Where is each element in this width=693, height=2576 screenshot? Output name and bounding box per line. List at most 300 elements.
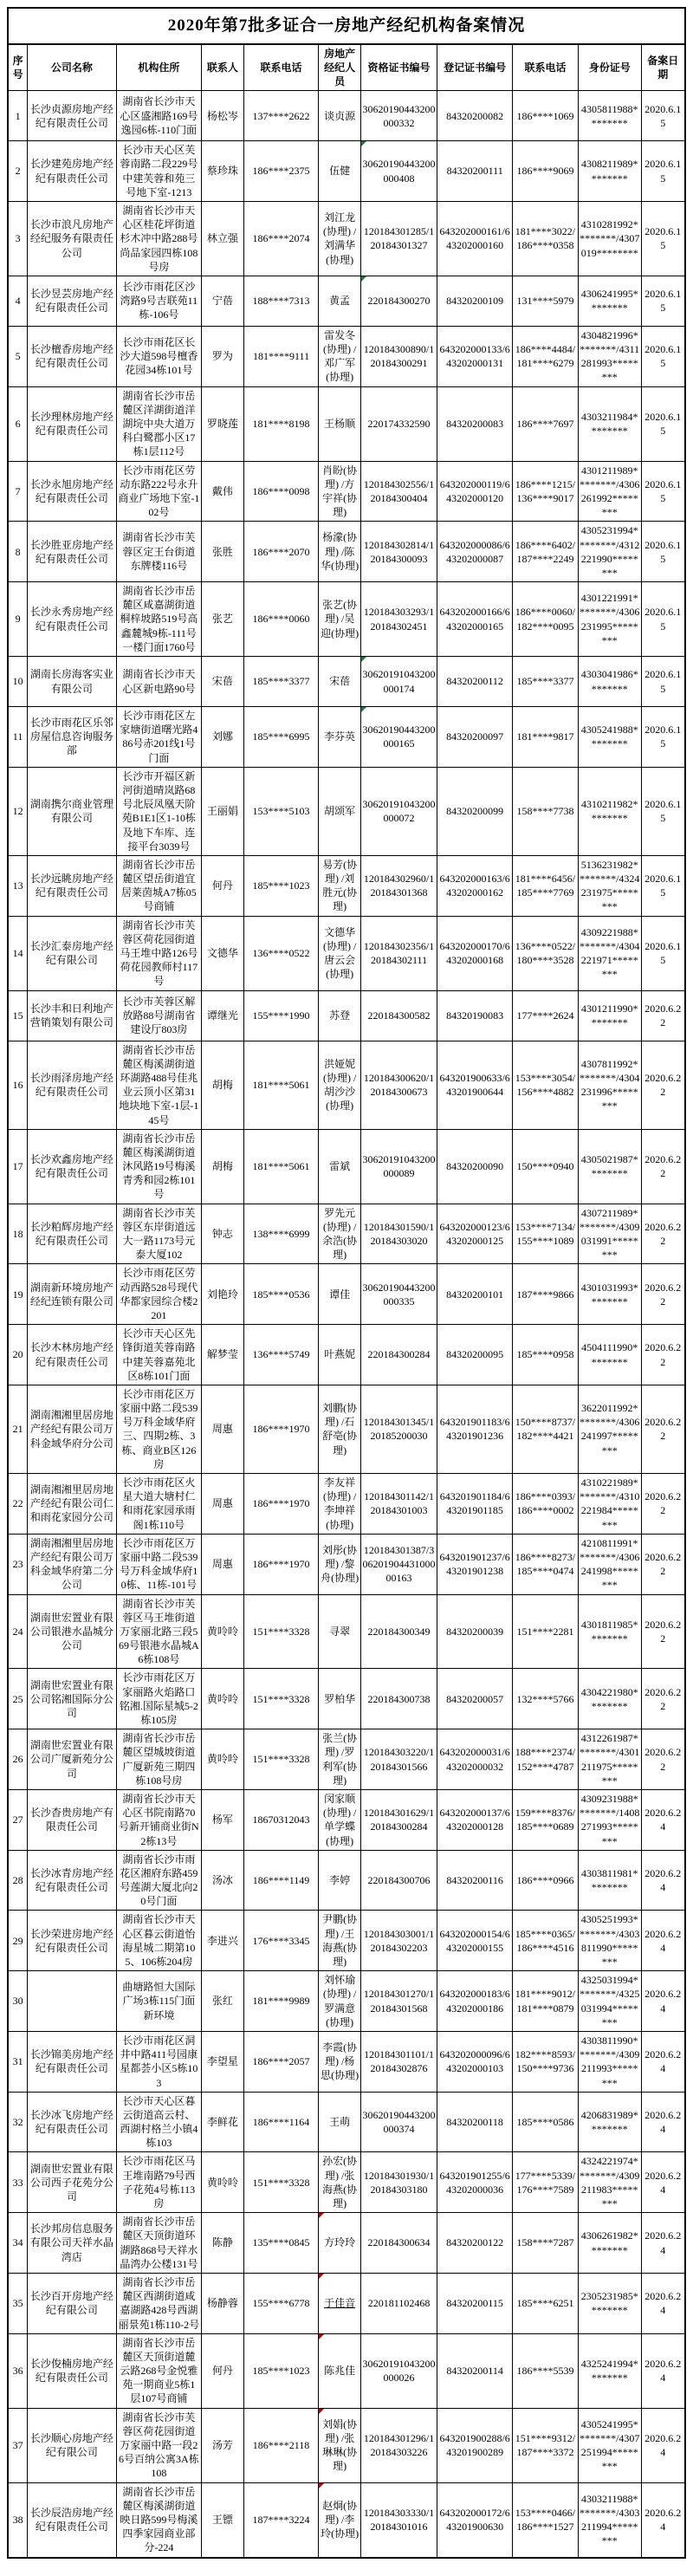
cell-contact: 胡梅 bbox=[202, 1129, 243, 1204]
column-header-company: 公司名称 bbox=[28, 44, 116, 91]
cell-company: 长沙永秀房地产经纪有限责任公司 bbox=[28, 582, 116, 657]
cell-phone: 185****0536 bbox=[243, 1264, 319, 1325]
cell-id_no: 4305231994********/4312221990******** bbox=[578, 522, 641, 582]
table-row bbox=[8, 1729, 685, 1790]
table-row bbox=[8, 2031, 685, 2092]
cell-date: 2020.6.15 bbox=[641, 767, 685, 855]
cell-address: 长沙市雨花区万家丽中路二段539号万科金域华府10栋、11栋-101号 bbox=[116, 1534, 202, 1594]
cell-broker: 雷斌 bbox=[319, 1129, 360, 1204]
cell-reg_no: 643202000119/643202000120 bbox=[437, 461, 513, 522]
cell-address: 湖南省长沙市岳麓区梅溪湖街道环湖路488号佳兆业云顶小区第31地块地下室-1层-145号 bbox=[116, 1041, 202, 1129]
cell-broker: 尹鹏(协理) /王海燕(协理) bbox=[319, 1911, 360, 1971]
table-body bbox=[8, 91, 685, 2558]
cell-broker: 洪娅妮(协理) /胡沙沙(协理) bbox=[319, 1041, 360, 1129]
cell-no: 4 bbox=[8, 276, 28, 326]
registration-table bbox=[7, 7, 686, 2559]
cell-no: 37 bbox=[8, 2408, 28, 2482]
cell-phone: 186****1164 bbox=[243, 2092, 319, 2152]
cell-reg_no: 643202000166/643202000165 bbox=[437, 582, 513, 657]
cell-date: 2020.6.22 bbox=[641, 1474, 685, 1535]
cell-no: 31 bbox=[8, 2031, 28, 2092]
cell-phone: 155****6778 bbox=[243, 2273, 319, 2333]
cell-qual_no: 120184303220/120184301566 bbox=[360, 1729, 437, 1790]
cell-company: 湖南长房海客实业有限公司 bbox=[28, 657, 116, 707]
cell-id_no: 2305231985******** bbox=[578, 2273, 641, 2333]
cell-phone: 186****2118 bbox=[243, 2408, 319, 2482]
cell-address: 湖南省长沙市芙蓉区东岸街道远大一路1173号元泰大厦102 bbox=[116, 1204, 202, 1264]
cell-broker_phone: 182****8593/150****9736 bbox=[513, 2031, 579, 2092]
cell-contact: 何丹 bbox=[202, 855, 243, 916]
cell-reg_no: 84320200115 bbox=[437, 2273, 513, 2333]
cell-broker_phone: 186****9069 bbox=[513, 141, 579, 202]
cell-phone: 186****1970 bbox=[243, 1385, 319, 1473]
cell-phone: 185****3377 bbox=[243, 657, 319, 707]
cell-reg_no: 84320200039 bbox=[437, 1594, 513, 1669]
cell-phone: 136****0522 bbox=[243, 916, 319, 990]
cell-contact: 杨军 bbox=[202, 1789, 243, 1850]
table-row bbox=[8, 1594, 685, 1669]
cell-phone: 181****5061 bbox=[243, 1129, 319, 1204]
comment-marker-icon bbox=[319, 2334, 324, 2339]
cell-id_no: 4307811992********/4304231996******** bbox=[578, 1041, 641, 1129]
table-row bbox=[8, 2333, 685, 2408]
cell-date: 2020.6.24 bbox=[641, 2152, 685, 2213]
table-row bbox=[8, 707, 685, 768]
cell-qual_no: 30620191043200000174 bbox=[360, 657, 437, 707]
cell-phone: 188****7313 bbox=[243, 276, 319, 326]
cell-address: 长沙市天心区先锋街道芙蓉南路中建芙蓉嘉苑北区8栋101门面 bbox=[116, 1325, 202, 1385]
cell-phone: 181****9111 bbox=[243, 326, 319, 386]
cell-company: 长沙建苑房地产经纪有限责任公司 bbox=[28, 141, 116, 202]
table-row bbox=[8, 201, 685, 276]
cell-date: 2020.6.24 bbox=[641, 2273, 685, 2333]
cell-broker: 叶燕妮 bbox=[319, 1325, 360, 1385]
cell-broker_phone: 153****3054/156****4882 bbox=[513, 1041, 579, 1129]
cell-date: 2020.6.24 bbox=[641, 2482, 685, 2557]
cell-company bbox=[28, 1971, 116, 2032]
cell-date: 2020.6.24 bbox=[641, 1850, 685, 1911]
cell-broker_phone: 185****3377 bbox=[513, 657, 579, 707]
cell-id_no: 4303811981******** bbox=[578, 1850, 641, 1911]
cell-company: 长沙欢鑫房地产经纪有限责任公司 bbox=[28, 1129, 116, 1204]
cell-id_no: 4325031994********/4325031994******** bbox=[578, 1971, 641, 2032]
cell-date: 2020.6.15 bbox=[641, 461, 685, 522]
cell-broker_phone: 186****5539 bbox=[513, 2333, 579, 2408]
cell-no: 1 bbox=[8, 91, 28, 141]
cell-id_no: 4303811990********/4309211993******** bbox=[578, 2031, 641, 2092]
cell-reg_no: 84320200090 bbox=[437, 1129, 513, 1204]
cell-broker: 刘江龙(协理) /刘满华(协理) bbox=[319, 201, 360, 276]
cell-broker_phone: 186****6402/187****2249 bbox=[513, 522, 579, 582]
cell-qual_no: 220184300284 bbox=[360, 1325, 437, 1385]
cell-broker: 张艺(协理) /吴迎(协理) bbox=[319, 582, 360, 657]
cell-qual_no: 120184302960/120184301368 bbox=[360, 855, 437, 916]
cell-address: 长沙市雨花区万家丽中路二段539号万科金域华府三、四期2栋、3栋、商业B区126房 bbox=[116, 1385, 202, 1473]
cell-broker: 宋蓓 bbox=[319, 657, 360, 707]
cell-contact: 王镖 bbox=[202, 2482, 243, 2557]
cell-reg_no: 643202000031/643202000032 bbox=[437, 1729, 513, 1790]
cell-no: 18 bbox=[8, 1204, 28, 1264]
cell-company: 湖南湘湘里居房地产经纪有限公司仁和雨花家园分公司 bbox=[28, 1474, 116, 1535]
cell-phone: 181****5061 bbox=[243, 1041, 319, 1129]
table-row bbox=[8, 386, 685, 461]
cell-contact: 罗为 bbox=[202, 326, 243, 386]
cell-reg_no: 643201901255/643202000036 bbox=[437, 2152, 513, 2213]
table-row bbox=[8, 582, 685, 657]
cell-phone: 151****3328 bbox=[243, 1729, 319, 1790]
cell-contact: 刘娜 bbox=[202, 707, 243, 768]
cell-company: 湖南携尔商业管理有限公司 bbox=[28, 767, 116, 855]
cell-contact: 蔡珍珠 bbox=[202, 141, 243, 202]
cell-company: 长沙粕辉房地产经纪有限责任公司 bbox=[28, 1204, 116, 1264]
cell-broker_phone: 132****5766 bbox=[513, 1669, 579, 1729]
cell-phone: 186****2375 bbox=[243, 141, 319, 202]
cell-qual_no: 120184301590/120184303020 bbox=[360, 1204, 437, 1264]
cell-date: 2020.6.22 bbox=[641, 1669, 685, 1729]
column-header-broker_phone: 联系电话 bbox=[513, 44, 579, 91]
cell-qual_no: 220174332590 bbox=[360, 386, 437, 461]
cell-qual_no: 120184301101/120184302876 bbox=[360, 2031, 437, 2092]
table-row bbox=[8, 141, 685, 202]
cell-id_no: 3622011992********/4306241997******** bbox=[578, 1385, 641, 1473]
cell-date: 2020.6.15 bbox=[641, 326, 685, 386]
table-row bbox=[8, 276, 685, 326]
cell-contact: 周惠 bbox=[202, 1534, 243, 1594]
cell-reg_no: 643202000161/643202000160 bbox=[437, 201, 513, 276]
cell-no: 35 bbox=[8, 2273, 28, 2333]
cell-id_no: 4305021987******** bbox=[578, 1129, 641, 1204]
cell-no: 34 bbox=[8, 2213, 28, 2274]
cell-reg_no: 643201901184/643201901185 bbox=[437, 1474, 513, 1535]
cell-broker: 赵炯(协理) /李玲(协理) bbox=[319, 2482, 360, 2557]
cell-id_no: 5136231982********/4324231975******** bbox=[578, 855, 641, 916]
cell-reg_no: 84320200095 bbox=[437, 1325, 513, 1385]
cell-id_no: 4305251993********/4303811990******** bbox=[578, 1911, 641, 1971]
cell-no: 13 bbox=[8, 855, 28, 916]
table-row bbox=[8, 657, 685, 707]
cell-phone: 151****3328 bbox=[243, 1669, 319, 1729]
table-row bbox=[8, 1325, 685, 1385]
cell-contact: 黄呤呤 bbox=[202, 1669, 243, 1729]
cell-broker: 胡颂军 bbox=[319, 767, 360, 855]
cell-company: 长沙邦房信息服务有限公司天祥水晶湾店 bbox=[28, 2213, 116, 2274]
cell-contact: 钟志 bbox=[202, 1204, 243, 1264]
cell-reg_no: 643202000096/643202000103 bbox=[437, 2031, 513, 2092]
cell-address: 长沙市雨花区左家塘街道曙光路486号赤201线1号门面 bbox=[116, 707, 202, 768]
cell-qual_no: 220184300706 bbox=[360, 1850, 437, 1911]
cell-company: 湖南世宏置业有限公司广厦新苑分公司 bbox=[28, 1729, 116, 1790]
cell-broker_phone: 186****1215/136****9017 bbox=[513, 461, 579, 522]
cell-company: 长沙顺心房地产经纪有限公司 bbox=[28, 2408, 116, 2482]
cell-reg_no: 643201900288/643201900289 bbox=[437, 2408, 513, 2482]
cell-id_no: 4303041986******** bbox=[578, 657, 641, 707]
cell-company: 长沙冰飞房地产经纪有限责任公司 bbox=[28, 2092, 116, 2152]
cell-id_no: 4504111990******** bbox=[578, 1325, 641, 1385]
cell-no: 17 bbox=[8, 1129, 28, 1204]
cell-company: 长沙荣进房地产经纪有限责任公司 bbox=[28, 1911, 116, 1971]
cell-id_no: 4306241995******** bbox=[578, 276, 641, 326]
cell-broker: 罗柏华 bbox=[319, 1669, 360, 1729]
cell-broker_phone: 186****8273/185****0474 bbox=[513, 1534, 579, 1594]
cell-phone: 186****2057 bbox=[243, 2031, 319, 2092]
cell-address: 长沙市芙蓉区解放路88号湖南省建设厅803房 bbox=[116, 990, 202, 1041]
cell-no: 27 bbox=[8, 1789, 28, 1850]
cell-address: 湖南省长沙市天心区盛湘路169号逸园6栋-110门面 bbox=[116, 91, 202, 141]
cell-phone: 185****1023 bbox=[243, 855, 319, 916]
cell-broker_phone: 185****0958 bbox=[513, 1325, 579, 1385]
cell-broker_phone: 150****8737/182****4421 bbox=[513, 1385, 579, 1473]
cell-date: 2020.6.15 bbox=[641, 855, 685, 916]
cell-qual_no: 120184301270/120184301568 bbox=[360, 1971, 437, 2032]
cell-qual_no: 120184301296/120184303226 bbox=[360, 2408, 437, 2482]
cell-phone: 136****5749 bbox=[243, 1325, 319, 1385]
cell-no: 33 bbox=[8, 2152, 28, 2213]
table-row bbox=[8, 1204, 685, 1264]
cell-date: 2020.6.22 bbox=[641, 1325, 685, 1385]
cell-id_no: 4210811991********/4306241998******** bbox=[578, 1534, 641, 1594]
table-row bbox=[8, 326, 685, 386]
cell-broker: 刘彤(协理) /黎舟(协理) bbox=[319, 1534, 360, 1594]
cell-qual_no: 120184301930/120184303180 bbox=[360, 2152, 437, 2213]
title-row bbox=[8, 8, 685, 44]
cell-phone: 155****1990 bbox=[243, 990, 319, 1041]
cell-contact: 李鲜花 bbox=[202, 2092, 243, 2152]
cell-company: 湖南湘湘里居房地产经纪有限公司万科金域华府第二分公司 bbox=[28, 1534, 116, 1594]
cell-broker_phone: 153****7134/155****1089 bbox=[513, 1204, 579, 1264]
cell-address: 湖南省长沙市岳麓区咸嘉湖街道桐梓坡路519号高鑫麓城9栋-111号一楼门面1760号 bbox=[116, 582, 202, 657]
cell-phone: 138****6999 bbox=[243, 1204, 319, 1264]
cell-address: 湖南省长沙市岳麓区望岳街道宜居莱茵城A7栋05号商铺 bbox=[116, 855, 202, 916]
cell-broker_phone: 177****5339/176****7589 bbox=[513, 2152, 579, 2213]
cell-qual_no: 120184303001/120184302203 bbox=[360, 1911, 437, 1971]
cell-date: 2020.6.24 bbox=[641, 1789, 685, 1850]
cell-contact: 解梦莹 bbox=[202, 1325, 243, 1385]
cell-date: 2020.6.22 bbox=[641, 1385, 685, 1473]
cell-no: 30 bbox=[8, 1971, 28, 2032]
cell-company: 长沙木林房地产经纪有限责任公司 bbox=[28, 1325, 116, 1385]
cell-contact: 汤冰 bbox=[202, 1850, 243, 1911]
cell-address: 长沙市雨花区万家丽路火焰路口铭湘.国际星城5-2栋105房 bbox=[116, 1669, 202, 1729]
comment-marker-icon bbox=[319, 2483, 324, 2488]
table-row bbox=[8, 990, 685, 1041]
cell-broker: 寻翠 bbox=[319, 1594, 360, 1669]
cell-no: 29 bbox=[8, 1911, 28, 1971]
cell-broker: 王杨顺 bbox=[319, 386, 360, 461]
cell-no: 19 bbox=[8, 1264, 28, 1325]
cell-address: 长沙市雨花区劳动东路222号永升商业广场地下室-102号 bbox=[116, 461, 202, 522]
cell-contact: 李进兴 bbox=[202, 1911, 243, 1971]
cell-id_no: 4301211989********/4306261992******** bbox=[578, 461, 641, 522]
table-row bbox=[8, 1264, 685, 1325]
cell-qual_no: 30620190443200000374 bbox=[360, 2092, 437, 2152]
table-row bbox=[8, 2213, 685, 2274]
table-row bbox=[8, 2482, 685, 2557]
cell-qual_no: 120184303330/120184301016 bbox=[360, 2482, 437, 2557]
cell-broker_phone: 151****2281 bbox=[513, 1594, 579, 1669]
comment-marker-icon bbox=[361, 276, 366, 282]
cell-contact: 文德华 bbox=[202, 916, 243, 990]
cell-address: 湖南省长沙市岳麓区西湖街道咸嘉湖路428号西湖丽景苑1栋110-2号 bbox=[116, 2273, 202, 2333]
cell-address: 长沙市雨花区长沙大道598号檀香花园34栋101号 bbox=[116, 326, 202, 386]
cell-qual_no: 220184300582 bbox=[360, 990, 437, 1041]
cell-id_no: 4301211990******** bbox=[578, 990, 641, 1041]
cell-date: 2020.6.15 bbox=[641, 141, 685, 202]
column-header-contact: 联系人 bbox=[202, 44, 243, 91]
cell-no: 8 bbox=[8, 522, 28, 582]
cell-company: 湖南新环境房地产经纪连锁有限公司 bbox=[28, 1264, 116, 1325]
comment-marker-icon bbox=[319, 2274, 324, 2279]
cell-broker: 陈兆佳 bbox=[319, 2333, 360, 2408]
cell-qual_no: 120184301285/120184301327 bbox=[360, 201, 437, 276]
table-row bbox=[8, 1971, 685, 2032]
cell-company: 长沙雨泽房地产经纪有限责任公司 bbox=[28, 1041, 116, 1129]
cell-date: 2020.6.15 bbox=[641, 276, 685, 326]
cell-no: 3 bbox=[8, 201, 28, 276]
cell-no: 23 bbox=[8, 1534, 28, 1594]
cell-date: 2020.6.15 bbox=[641, 657, 685, 707]
cell-contact: 罗晓莲 bbox=[202, 386, 243, 461]
cell-broker_phone: 158****7287 bbox=[513, 2213, 579, 2274]
cell-date: 2020.6.15 bbox=[641, 201, 685, 276]
cell-broker_phone: 186****7697 bbox=[513, 386, 579, 461]
cell-company: 长沙汇泰房地产经纪有限公司 bbox=[28, 916, 116, 990]
cell-no: 11 bbox=[8, 707, 28, 768]
column-header-date: 备案日期 bbox=[641, 44, 685, 91]
cell-contact: 周惠 bbox=[202, 1474, 243, 1535]
cell-phone: 186****0098 bbox=[243, 461, 319, 522]
cell-company: 长沙市浪凡房地产经纪服务有限责任公司 bbox=[28, 201, 116, 276]
cell-phone: 187****3224 bbox=[243, 2482, 319, 2557]
cell-qual_no: 30620191043200000089 bbox=[360, 1129, 437, 1204]
cell-broker: 李友祥(协理) /李坤祥(协理) bbox=[319, 1474, 360, 1535]
cell-company: 湖南世宏置业有限公司银港水晶城分公司 bbox=[28, 1594, 116, 1669]
page-title: 2020年第7批多证合一房地产经纪机构备案情况 bbox=[8, 8, 685, 44]
cell-reg_no: 643202000086/643202000087 bbox=[437, 522, 513, 582]
cell-address: 长沙市雨花区沙湾路9号吉联苑11栋-106号 bbox=[116, 276, 202, 326]
header-row bbox=[8, 44, 685, 91]
cell-phone: 151****3328 bbox=[243, 1594, 319, 1669]
cell-reg_no: 643202000163/643202000162 bbox=[437, 855, 513, 916]
cell-reg_no: 84320200109 bbox=[437, 276, 513, 326]
cell-broker: 罗先元(协理) /余浩(协理) bbox=[319, 1204, 360, 1264]
cell-company: 湖南世宏置业有限公司西子花苑分公司 bbox=[28, 2152, 116, 2213]
cell-no: 24 bbox=[8, 1594, 28, 1669]
cell-address: 湖南省长沙市芙蓉区荷花园街道万家丽中路一段26号百纳公寓3A栋108 bbox=[116, 2408, 202, 2482]
cell-reg_no: 84320200116 bbox=[437, 1850, 513, 1911]
cell-id_no: 4324221974********/4309211983******** bbox=[578, 2152, 641, 2213]
cell-qual_no: 220184300634 bbox=[360, 2213, 437, 2274]
cell-date: 2020.6.15 bbox=[641, 707, 685, 768]
cell-id_no: 4308211989******** bbox=[578, 141, 641, 202]
table-row bbox=[8, 461, 685, 522]
table-row bbox=[8, 1385, 685, 1473]
cell-id_no: 4304221980******** bbox=[578, 1669, 641, 1729]
column-header-reg_no: 登记证书编号 bbox=[437, 44, 513, 91]
cell-id_no: 4325241994******** bbox=[578, 2333, 641, 2408]
cell-contact: 王丽娟 bbox=[202, 767, 243, 855]
cell-contact: 宋蓓 bbox=[202, 657, 243, 707]
cell-company: 长沙永旭房地产经纪有限责任公司 bbox=[28, 461, 116, 522]
cell-id_no: 4303211988********/4303211994******** bbox=[578, 2482, 641, 2557]
cell-qual_no: 30620191043200000072 bbox=[360, 767, 437, 855]
cell-contact: 戴伟 bbox=[202, 461, 243, 522]
cell-no: 5 bbox=[8, 326, 28, 386]
cell-contact: 汤芳 bbox=[202, 2408, 243, 2482]
cell-address: 曲塘路恒大国际广场3栋115门面 新环境 bbox=[116, 1971, 202, 2032]
cell-broker: 苏登 bbox=[319, 990, 360, 1041]
cell-address: 湖南省长沙市岳麓区梅溪湖街道映日路599号梅溪四季家园商业部分-224 bbox=[116, 2482, 202, 2557]
cell-company: 长沙百开房地产经纪有限公司 bbox=[28, 2273, 116, 2333]
cell-address: 长沙市雨花区马王堆南路79号西子花苑4号栋113房 bbox=[116, 2152, 202, 2213]
cell-broker: 肖盼(协理) /方宇祥(协理) bbox=[319, 461, 360, 522]
cell-broker: 刘怀瑜(协理) /罗满意(协理) bbox=[319, 1971, 360, 2032]
cell-broker_phone: 185****0365/186****4516 bbox=[513, 1911, 579, 1971]
table-row bbox=[8, 2092, 685, 2152]
cell-id_no: 4309221988********/4304221971******** bbox=[578, 916, 641, 990]
cell-date: 2020.6.22 bbox=[641, 1204, 685, 1264]
cell-broker: 易芳(协理) /刘胜元(协理) bbox=[319, 855, 360, 916]
cell-address: 湖南省长沙市岳麓区望城坡街道广厦新苑三期四栋108号房 bbox=[116, 1729, 202, 1790]
cell-broker_phone: 131****5979 bbox=[513, 276, 579, 326]
cell-date: 2020.6.22 bbox=[641, 1594, 685, 1669]
cell-phone: 151****3328 bbox=[243, 2152, 319, 2213]
cell-no: 32 bbox=[8, 2092, 28, 2152]
cell-broker_phone: 181****9012/181****0879 bbox=[513, 1971, 579, 2032]
cell-reg_no: 643202000137/643202000128 bbox=[437, 1789, 513, 1850]
cell-date: 2020.6.15 bbox=[641, 582, 685, 657]
cell-broker_phone: 187****9866 bbox=[513, 1264, 579, 1325]
cell-reg_no: 84320200099 bbox=[437, 767, 513, 855]
cell-company: 长沙贞源房地产经纪有限责任公司 bbox=[28, 91, 116, 141]
cell-address: 湖南省长沙市岳麓区洋湖街道洋湖垸中央大道万科白鹭郡小区17栋1层112号 bbox=[116, 386, 202, 461]
cell-broker_phone: 186****1069 bbox=[513, 91, 579, 141]
cell-address: 湖南省长沙市芙蓉区定王台街道东牌楼116号 bbox=[116, 522, 202, 582]
table-row bbox=[8, 522, 685, 582]
cell-company: 长沙锦美房地产经纪有限责任公司 bbox=[28, 2031, 116, 2092]
cell-broker: 伍健 bbox=[319, 141, 360, 202]
comment-marker-icon bbox=[319, 2409, 324, 2414]
cell-reg_no: 84320200111 bbox=[437, 141, 513, 202]
table-row bbox=[8, 855, 685, 916]
cell-reg_no: 643201901237/643201901238 bbox=[437, 1534, 513, 1594]
cell-broker_phone: 181****3022/186****0358 bbox=[513, 201, 579, 276]
cell-reg_no: 84320200122 bbox=[437, 2213, 513, 2274]
cell-qual_no: 120184302556/120184300404 bbox=[360, 461, 437, 522]
cell-no: 15 bbox=[8, 990, 28, 1041]
cell-broker: 李芬英 bbox=[319, 707, 360, 768]
cell-no: 9 bbox=[8, 582, 28, 657]
cell-address: 湖南省长沙市天心区书院南路70号新开铺商业街N2栋13号 bbox=[116, 1789, 202, 1850]
cell-reg_no: 84320200082 bbox=[437, 91, 513, 141]
cell-broker_phone: 181****9817 bbox=[513, 707, 579, 768]
cell-no: 7 bbox=[8, 461, 28, 522]
cell-broker: 王萌 bbox=[319, 2092, 360, 2152]
cell-date: 2020.6.24 bbox=[641, 1971, 685, 2032]
cell-phone: 153****5103 bbox=[243, 767, 319, 855]
cell-company: 长沙远眺房地产经纪有限责任公司 bbox=[28, 855, 116, 916]
cell-broker_phone: 159****8376/185****0689 bbox=[513, 1789, 579, 1850]
cell-qual_no: 220184300270 bbox=[360, 276, 437, 326]
cell-broker: 方玲玲 bbox=[319, 2213, 360, 2274]
cell-company: 长沙辰浩房地产经纪有限责任公司 bbox=[28, 2482, 116, 2557]
cell-date: 2020.6.22 bbox=[641, 990, 685, 1041]
cell-contact: 黄呤呤 bbox=[202, 1594, 243, 1669]
cell-company: 长沙市雨花区乐邻房屋信息咨询服务部 bbox=[28, 707, 116, 768]
cell-id_no: 4305811988******** bbox=[578, 91, 641, 141]
cell-broker_phone: 186****0966 bbox=[513, 1850, 579, 1911]
table-row bbox=[8, 1041, 685, 1129]
cell-company: 长沙胜亚房地产经纪有限责任公司 bbox=[28, 522, 116, 582]
